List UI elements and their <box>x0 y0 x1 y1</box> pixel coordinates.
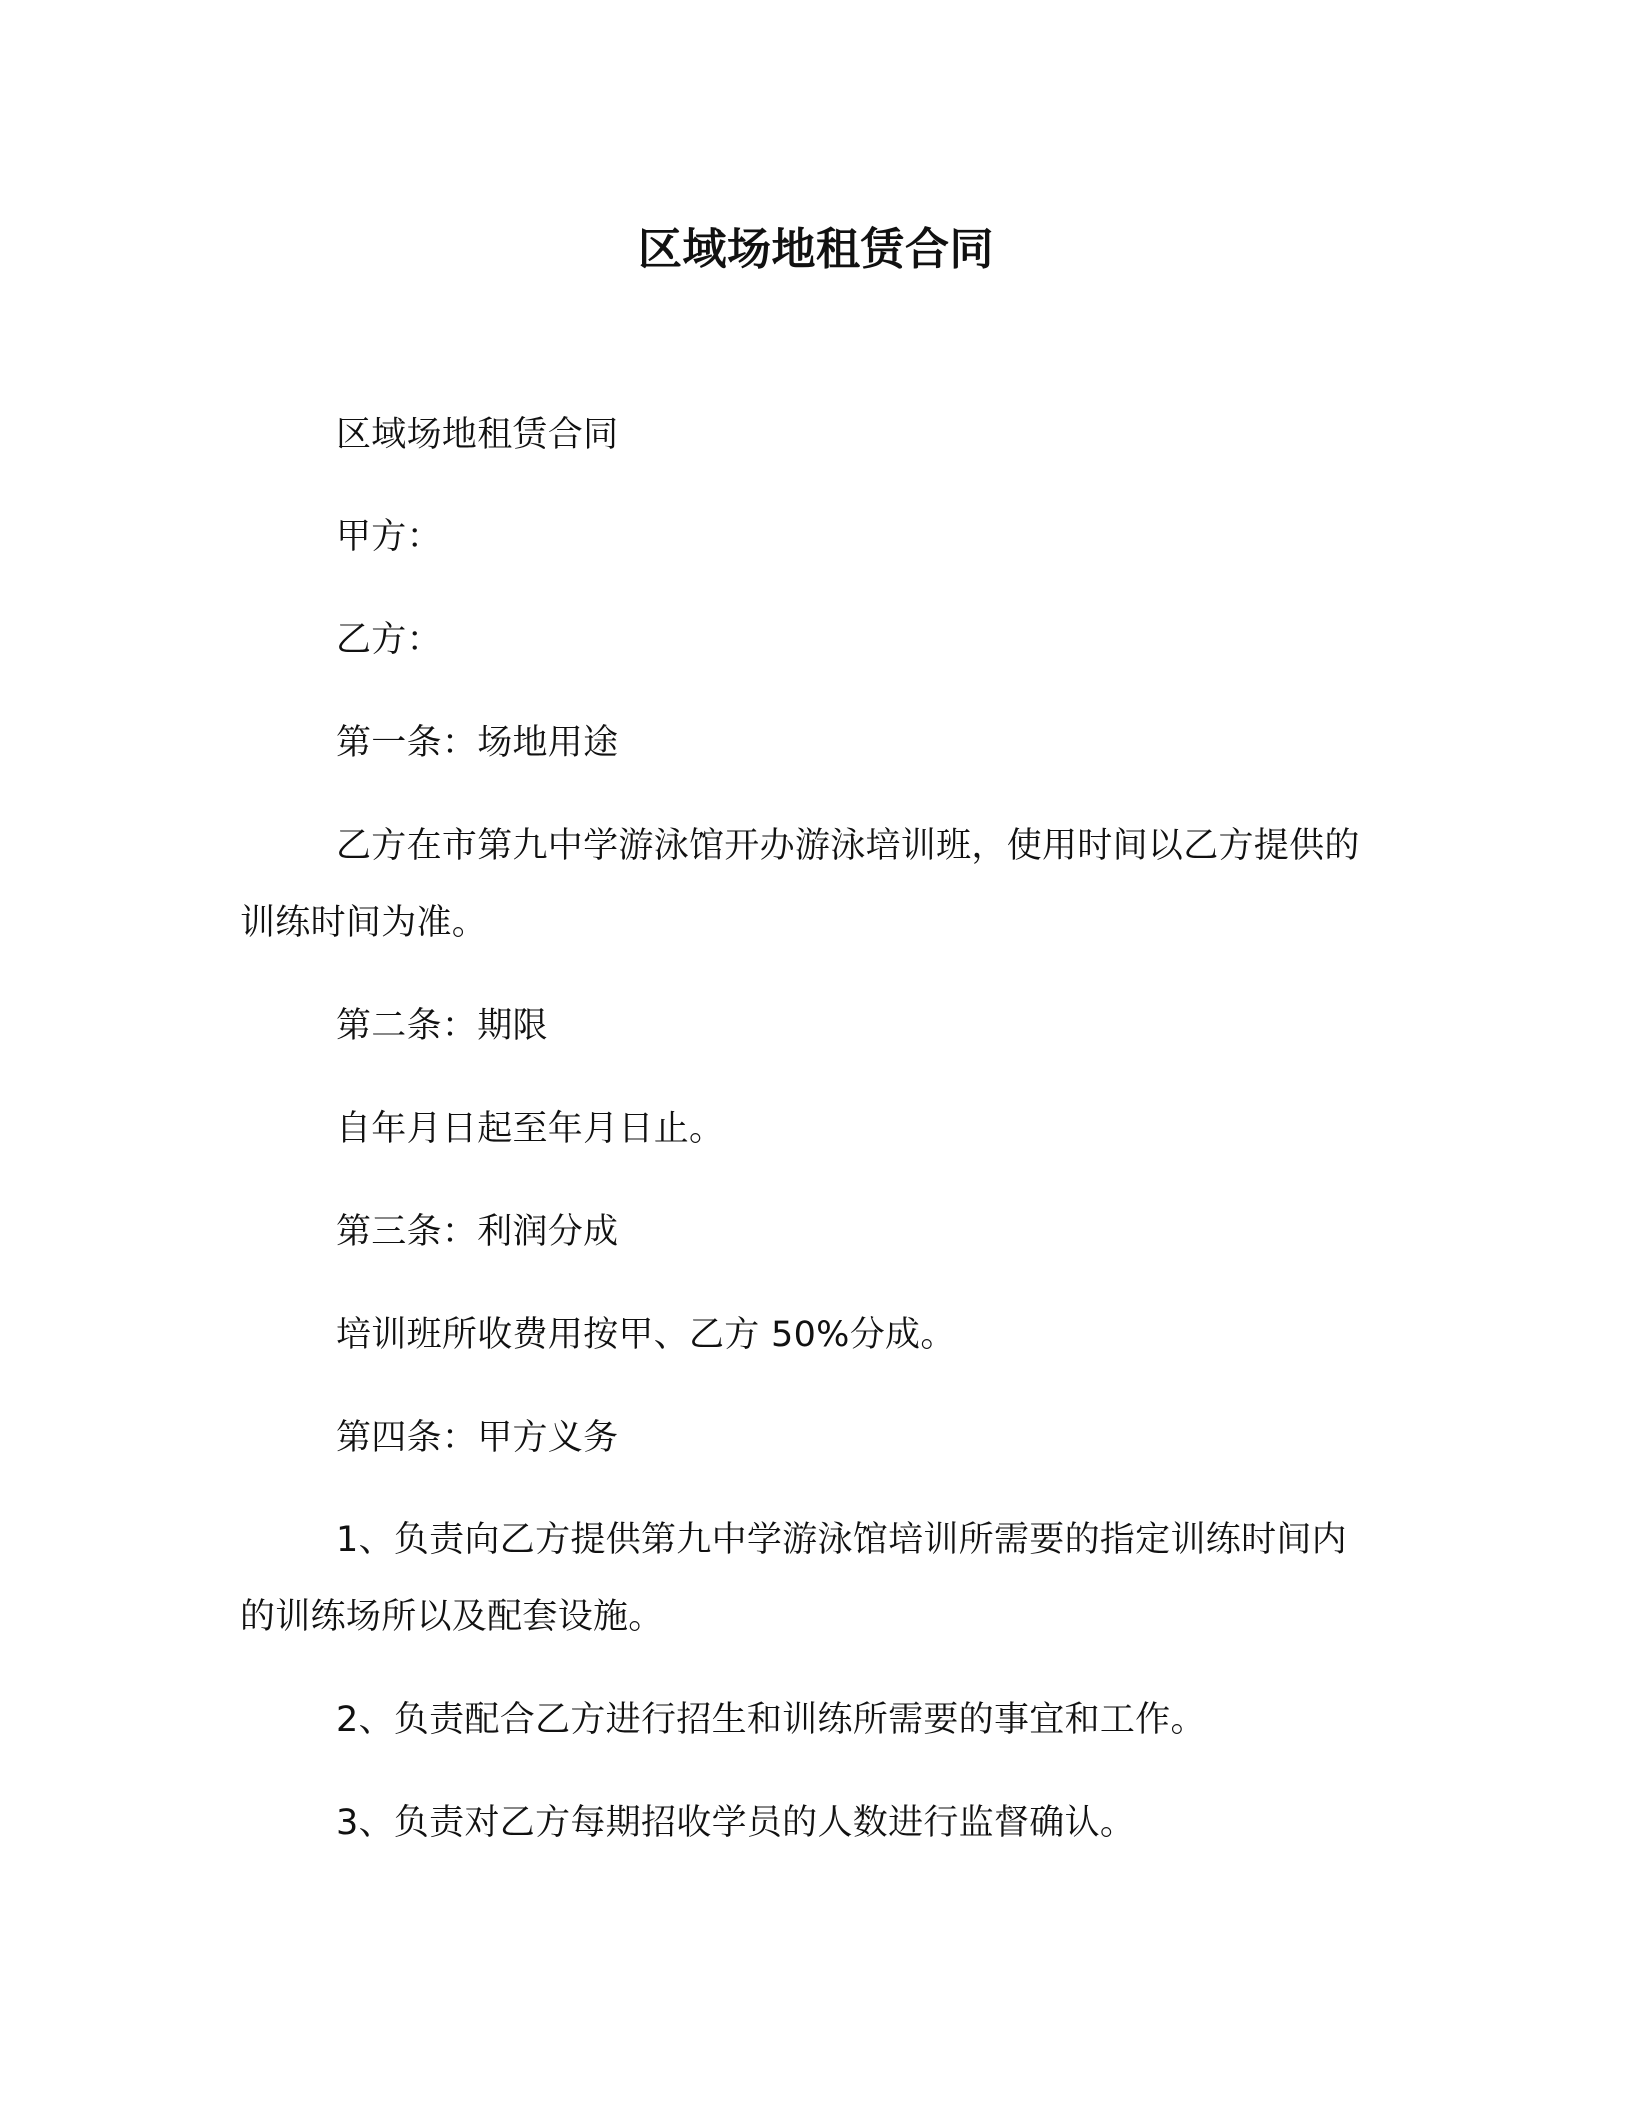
paragraph-article-2-heading: 第二条：期限 <box>336 1006 548 1046</box>
paragraph-article-3-body: 培训班所收费用按甲、乙方 50%分成。 <box>336 1315 956 1355</box>
paragraph-article-3-heading: 第三条：利润分成 <box>336 1212 619 1252</box>
paragraph-article-2-body: 自年月日起至年月日止。 <box>336 1109 725 1149</box>
paragraph-article-4-item-3: 3、负责对乙方每期招收学员的人数进行监督确认。 <box>336 1803 1136 1843</box>
paragraph-article-4-item-1: 1、负责向乙方提供第九中学游泳馆培训所需要的指定训练时间内的训练场所以及配套设施。 <box>240 1520 1347 1637</box>
paragraph-article-1-body: 乙方在市第九中学游泳馆开办游泳培训班，使用时间以乙方提供的训练时间为准。 <box>240 826 1360 943</box>
paragraph-contract-heading: 区域场地租赁合同 <box>336 415 619 455</box>
paragraph-article-4-item-2: 2、负责配合乙方进行招生和训练所需要的事宜和工作。 <box>336 1700 1206 1740</box>
paragraph-article-4-heading: 第四条：甲方义务 <box>336 1418 619 1458</box>
paragraph-article-1-heading: 第一条：场地用途 <box>336 723 619 763</box>
document-title: 区域场地租赁合同 <box>638 224 994 275</box>
paragraph-party-a: 甲方： <box>336 517 442 557</box>
paragraph-party-b: 乙方： <box>336 620 442 660</box>
